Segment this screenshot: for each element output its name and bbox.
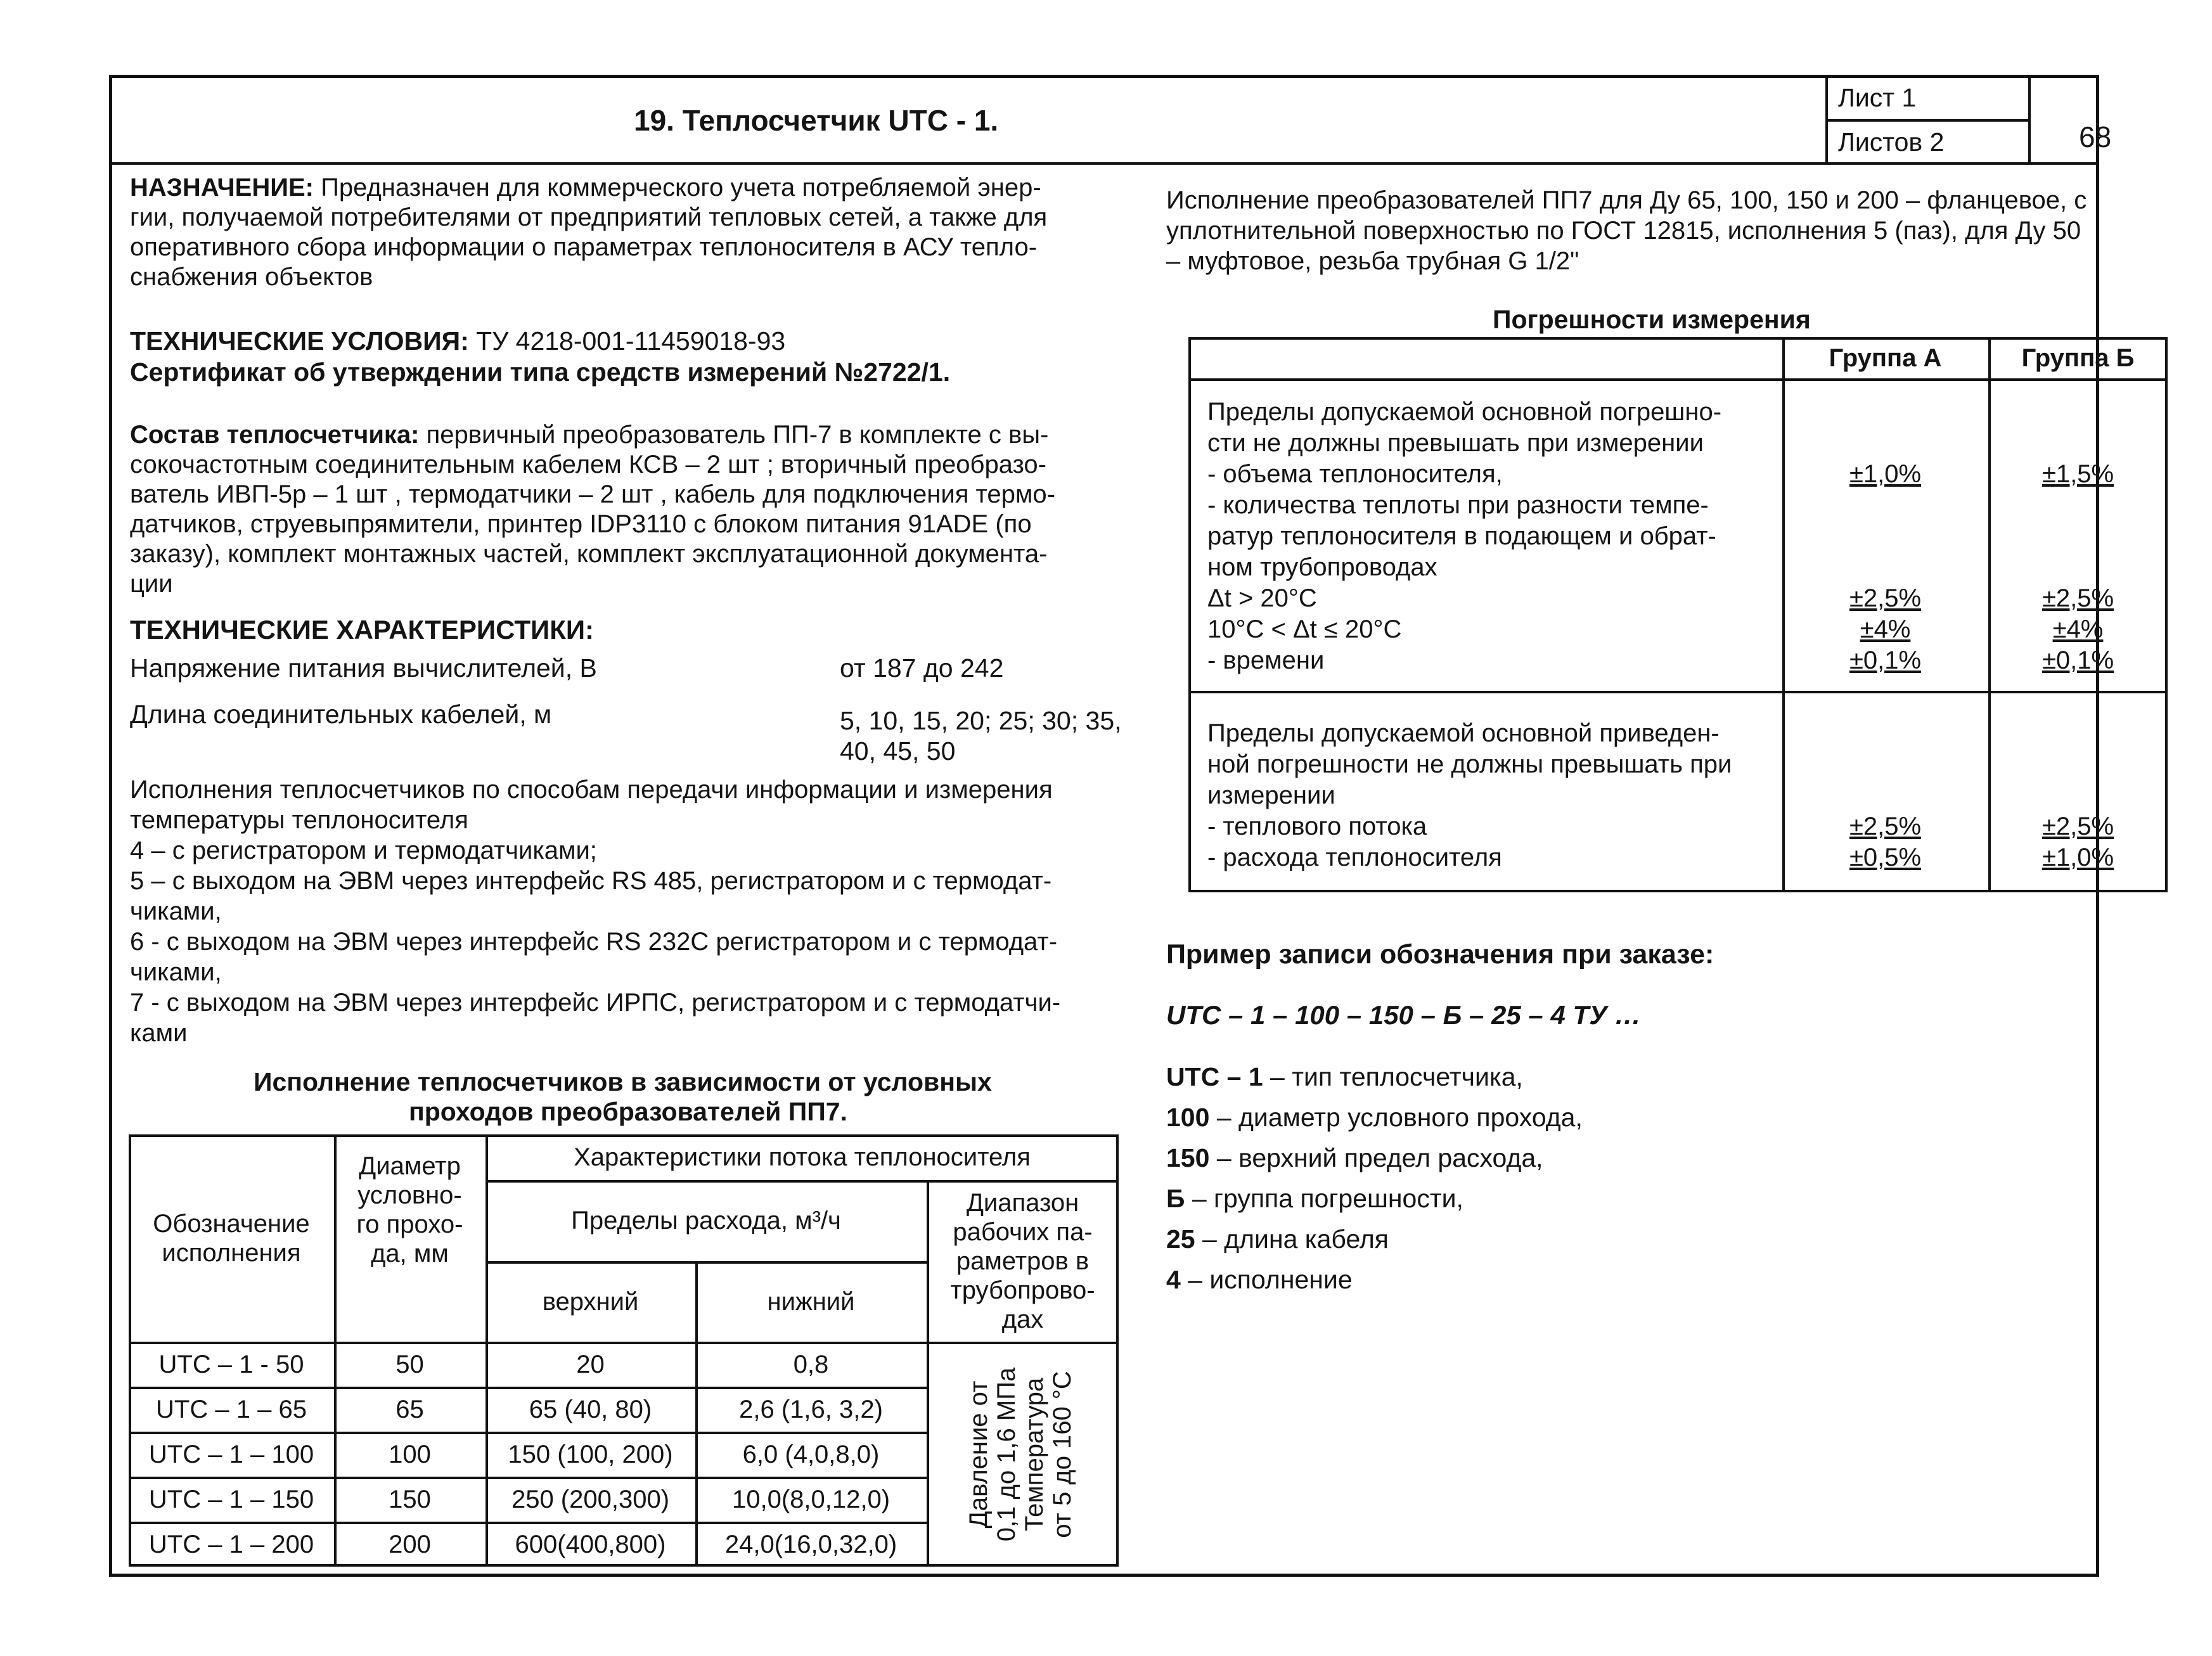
th-designation-line: Обозначение (153, 1209, 310, 1238)
order-legend-line (1166, 1102, 1583, 1133)
composition-line (130, 420, 1048, 450)
order-legend-key: 150 (1166, 1143, 1210, 1172)
order-legend-key: 100 (1166, 1103, 1210, 1132)
sheets-label: Листов 2 (1838, 127, 1945, 157)
order-legend-value: – диаметр условного прохода, (1209, 1103, 1583, 1132)
tech-conditions-value: ТУ 4218-001-11459018-93 (468, 326, 786, 356)
order-legend-value: – верхний предел расхода, (1209, 1143, 1543, 1172)
errors-val-a: ±0,1% (1849, 646, 1922, 674)
certificate: Сертификат об утверждении типа средств измерений №2722/1. (130, 357, 951, 387)
errors-row-line (1188, 691, 2168, 693)
errors-desc: 10°С < Δt ≤ 20°С (1207, 615, 1402, 643)
page-number: 68 (2079, 120, 2112, 153)
purpose-line (130, 232, 1037, 262)
spec-value: 5, 10, 15, 20; 25; 30; 35, (840, 706, 1122, 735)
spec-name: Напряжение питания вычислителей, В (130, 653, 597, 683)
table-cell: 2,6 (1,6, 3,2) (739, 1395, 883, 1423)
errors-desc: ратур теплоносителя в подающем и обрат- (1207, 522, 1716, 550)
errors-desc: ном трубопроводах (1207, 553, 1437, 581)
purpose-line-text: гии, получаемой потребителями от предприятий тепловых сетей, а также для (130, 203, 1048, 231)
range-rotated-line: Температура (1020, 1377, 1048, 1531)
version-line: 7 - с выходом на ЭВМ через интерфейс ИРПС, регистратором и с термодатчи- (130, 989, 1061, 1017)
th-lower (695, 1261, 927, 1342)
range-rotated-line: Давление от (964, 1380, 993, 1528)
th-range-line: рабочих па- (953, 1217, 1093, 1246)
order-legend-key: Б (1166, 1184, 1185, 1213)
errors-val-b: ±0,1% (2042, 646, 2114, 674)
version-line: ками (130, 1019, 188, 1047)
th-flow-line: Характеристики потока теплоносителя (574, 1143, 1031, 1171)
errors-val-b: ±2,5% (2042, 584, 2114, 612)
composition-line-text: ватель ИВП-5р – 1 шт , термодатчики – 2 шт , кабель для подключения термо- (130, 480, 1055, 508)
table-cell: 200 (389, 1530, 431, 1558)
th-diameter (334, 1134, 485, 1285)
errors-desc: измерении (1207, 781, 1335, 809)
th-flow (485, 1134, 1119, 1180)
table-cell: 0,8 (793, 1350, 829, 1378)
order-example: UTC – 1 – 100 – 150 – Б – 25 – 4 ТУ … (1166, 1000, 1642, 1030)
order-legend-key: UTC – 1 (1166, 1062, 1263, 1091)
table-title-2: проходов преобразователей ПП7. (409, 1097, 847, 1126)
order-legend-line (1166, 1143, 1543, 1173)
th-upper (485, 1261, 695, 1342)
order-legend-value: – группа погрешности, (1185, 1184, 1463, 1213)
tech-conditions (130, 326, 785, 356)
table-cell: 100 (389, 1440, 431, 1468)
errors-desc: - теплового потока (1207, 812, 1427, 840)
errors-desc: - времени (1207, 646, 1325, 674)
order-legend-line (1166, 1264, 1353, 1295)
order-legend-value: – длина кабеля (1195, 1224, 1389, 1254)
purpose-line (130, 262, 373, 292)
th-range-line: трубопрово- (950, 1276, 1095, 1304)
th-range-line: Диапазон (966, 1188, 1079, 1217)
th-range-line: дах (1001, 1305, 1044, 1333)
table-cell: UTC – 1 – 100 (148, 1440, 314, 1468)
th-limits-line: Пределы расхода, м³/ч (571, 1207, 841, 1235)
errors-val-b: ±2,5% (2042, 812, 2114, 840)
th-range (927, 1180, 1119, 1342)
version-line: чиками, (130, 958, 222, 986)
errors-desc: Пределы допускаемой основной приведен- (1207, 719, 1720, 747)
table-cell: 65 (395, 1395, 424, 1423)
table-cell: UTC – 1 – 200 (148, 1530, 314, 1558)
purpose-line-text: Предназначен для коммерческого учета потребляемой энер- (313, 174, 1041, 202)
th-designation (129, 1134, 334, 1342)
errors-desc: - объема теплоносителя, (1207, 460, 1503, 488)
order-legend-line (1166, 1183, 1463, 1214)
table-cell: 600(400,800) (515, 1530, 666, 1558)
errors-desc: - количества теплоты при разности темпе- (1207, 491, 1709, 519)
composition-line-text: первичный преобразователь ПП-7 в комплекте с вы- (419, 421, 1049, 449)
th-upper-line: верхний (542, 1287, 639, 1316)
version-line: 5 – с выходом на ЭВМ через интерфейс RS 485, регистратором и с термодат- (130, 867, 1052, 895)
sheet-row-divider (1825, 119, 2029, 122)
range-rotated-line: 0,1 до 1,6 МПа (992, 1367, 1020, 1541)
version-line: чиками, (130, 897, 222, 925)
table-cell: 150 (100, 200) (508, 1440, 673, 1468)
errors-val-a: ±4% (1860, 615, 1911, 643)
table-cell: 6,0 (4,0,8,0) (742, 1440, 880, 1468)
order-legend-value: – исполнение (1180, 1265, 1353, 1294)
order-legend-line (1166, 1062, 1523, 1092)
range-rotated-box (927, 1342, 1119, 1567)
errors-val-a: ±1,0% (1849, 460, 1922, 488)
execution-line: – муфтовое, резьба трубная G 1/2" (1166, 247, 1579, 275)
spec-name: Длина соединительных кабелей, м (130, 700, 552, 729)
th-diameter-line: Диаметр (359, 1152, 461, 1180)
composition-line-text: заказу), комплект монтажных частей, комплект эксплуатационной документа- (130, 540, 1048, 568)
th-lower-line: нижний (767, 1287, 855, 1316)
purpose-line (130, 202, 1047, 233)
order-legend-line (1166, 1224, 1389, 1254)
purpose-line (130, 172, 1041, 203)
version-line: Исполнения теплосчетчиков по способам передачи информации и измерения (130, 776, 1053, 804)
errors-desc: сти не должны превышать при измерении (1207, 429, 1704, 457)
spec-value: 40, 45, 50 (840, 736, 956, 766)
th-designation-line: исполнения (162, 1238, 301, 1267)
order-title: Пример записи обозначения при заказе: (1166, 939, 1714, 970)
spec-value: от 187 до 242 (840, 653, 1004, 683)
purpose-line-text: снабжения объектов (130, 263, 373, 291)
table-cell: 50 (395, 1350, 424, 1378)
execution-line: уплотнительной поверхностью по ГОСТ 12815, исполнения 5 (паз), для Ду 50 (1166, 217, 2081, 245)
table-cell: 10,0(8,0,12,0) (731, 1485, 891, 1513)
table-cell: UTC – 1 – 150 (148, 1485, 314, 1513)
range-rotated-text (965, 1353, 1081, 1556)
table-title-1: Исполнение теплосчетчиков в зависимости от условных (254, 1067, 992, 1096)
th-range-line: раметров в (956, 1247, 1090, 1275)
composition-line (130, 479, 1055, 510)
tech-conditions-label: ТЕХНИЧЕСКИЕ УСЛОВИЯ: (130, 326, 469, 356)
errors-row-line (1188, 378, 2168, 381)
errors-val-b: ±1,0% (2042, 844, 2114, 871)
version-line: 6 - с выходом на ЭВМ через интерфейс RS 232C регистратором и с термодат- (130, 928, 1058, 956)
composition-line-text: ции (130, 570, 173, 598)
table-cell: 65 (40, 80) (529, 1395, 652, 1423)
execution-line: Исполнение преобразователей ПП7 для Ду 65, 100, 150 и 200 – фланцевое, с (1166, 186, 2087, 214)
version-line: температуры теплоносителя (130, 806, 468, 834)
errors-desc: Пределы допускаемой основной погрешно- (1207, 398, 1722, 426)
errors-val-b: ±4% (2052, 615, 2104, 643)
table-cell: 24,0(16,0,32,0) (724, 1530, 897, 1558)
composition-line-bold: Состав теплосчетчика: (130, 421, 420, 449)
range-rotated-line: от 5 до 160 °С (1048, 1370, 1076, 1538)
th-diameter-line: условно- (357, 1181, 462, 1209)
table-cell: 150 (389, 1485, 431, 1513)
composition-line-text: датчиков, струевыпрямители, принтер IDP3110 с блоком питания 91ADE (по (130, 510, 1032, 538)
th-diameter-line: го прохо- (356, 1210, 463, 1238)
errors-title: Погрешности измерения (1493, 305, 1811, 334)
table-cell: 20 (576, 1350, 605, 1378)
composition-line (130, 539, 1047, 569)
order-legend-key: 4 (1166, 1265, 1181, 1294)
table-cell: UTC – 1 – 65 (156, 1395, 307, 1423)
purpose-line-text: оперативного сбора информации о параметрах теплоносителя в АСУ тепло- (130, 233, 1038, 261)
order-legend-value: – тип теплосчетчика, (1263, 1062, 1523, 1091)
errors-desc: Δt > 20°С (1207, 584, 1317, 612)
errors-head-a: Группа А (1829, 343, 1942, 372)
version-line: 4 – с регистратором и термодатчиками; (130, 837, 597, 864)
errors-val-b: ±1,5% (2042, 460, 2114, 488)
order-legend-key: 25 (1166, 1224, 1195, 1254)
composition-line-text: сокочастотным соединительным кабелем КСВ – 2 шт ; вторичный преобразо- (130, 451, 1046, 478)
table-cell: UTC – 1 - 50 (158, 1350, 304, 1378)
composition-line (130, 509, 1032, 539)
th-diameter-line: да, мм (371, 1239, 449, 1268)
composition-line (130, 568, 173, 599)
header-divider (109, 162, 2099, 165)
errors-desc: ной погрешности не должны превышать при (1207, 750, 1732, 778)
errors-val-a: ±2,5% (1849, 812, 1922, 840)
th-limits (485, 1180, 927, 1261)
characteristics-title: ТЕХНИЧЕСКИЕ ХАРАКТЕРИСТИКИ: (130, 615, 595, 645)
purpose-line-bold: НАЗНАЧЕНИЕ: (130, 174, 314, 202)
errors-desc: - расхода теплоносителя (1207, 844, 1502, 871)
errors-val-a: ±2,5% (1849, 584, 1922, 612)
errors-val-a: ±0,5% (1849, 844, 1922, 871)
sheet-label: Лист 1 (1838, 83, 1917, 112)
page-title: 19. Теплосчетчик UTC - 1. (634, 104, 999, 137)
composition-line (130, 449, 1046, 480)
table-cell: 250 (200,300) (511, 1485, 670, 1513)
errors-head-b: Группа Б (2021, 343, 2135, 372)
